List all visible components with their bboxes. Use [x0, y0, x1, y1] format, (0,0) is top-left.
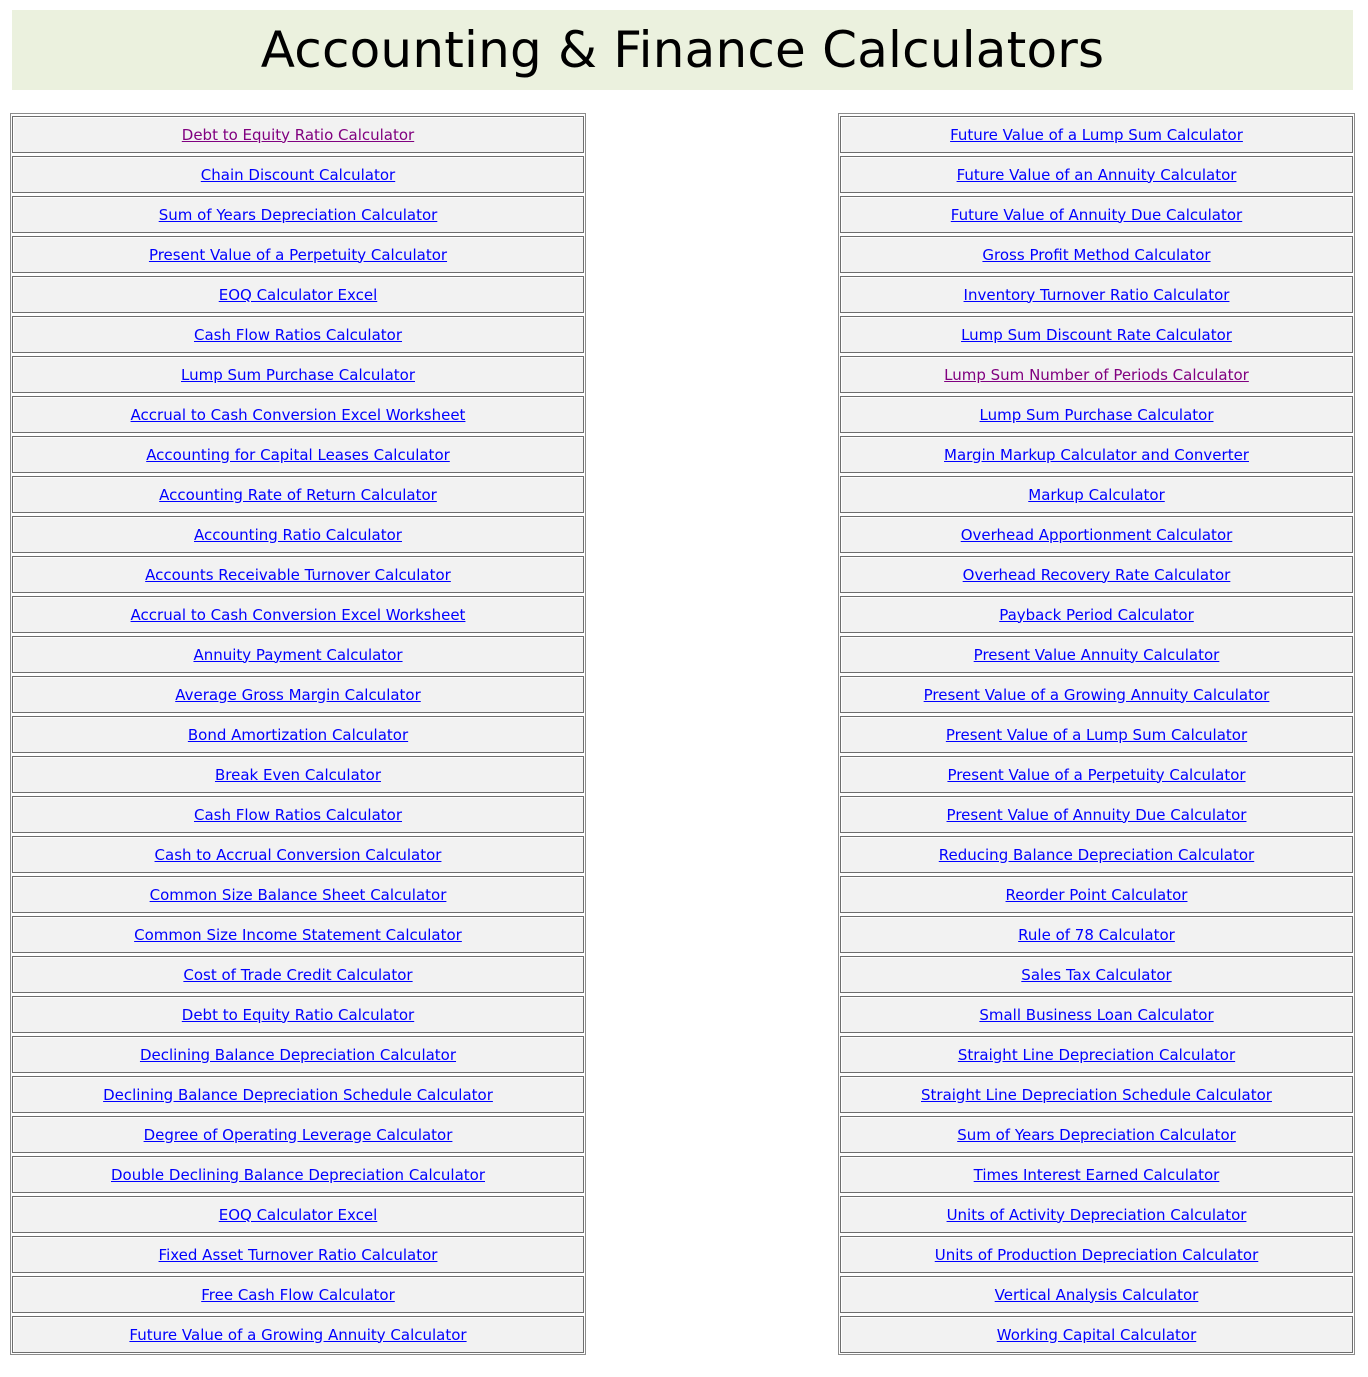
- list-item: [840, 596, 1353, 633]
- payback-period-calculator-link[interactable]: Payback Period Calculator: [999, 605, 1194, 624]
- list-item: [12, 476, 584, 513]
- list-item: [12, 396, 584, 433]
- list-item: [840, 676, 1353, 713]
- list-item: [12, 596, 584, 633]
- list-item: [840, 756, 1353, 793]
- future-value-of-a-lump-sum-calculator-link[interactable]: Future Value of a Lump Sum Calculator: [950, 125, 1243, 144]
- list-item: [840, 956, 1353, 993]
- list-item: [840, 996, 1353, 1033]
- break-even-calculator-link[interactable]: Break Even Calculator: [214, 765, 382, 784]
- list-item: [12, 1076, 584, 1113]
- sum-of-years-depreciation-calculator-link[interactable]: Sum of Years Depreciation Calculator: [158, 205, 438, 224]
- eoq-calculator-excel-link[interactable]: EOQ Calculator Excel: [218, 285, 378, 304]
- list-item: [12, 756, 584, 793]
- list-item: [12, 1196, 584, 1233]
- list-item: [840, 1316, 1353, 1353]
- list-item: [840, 1156, 1353, 1193]
- list-item: [12, 636, 584, 673]
- list-item: [12, 1236, 584, 1273]
- list-item: [12, 996, 584, 1033]
- lump-sum-purchase-calculator-link[interactable]: Lump Sum Purchase Calculator: [979, 405, 1214, 424]
- lump-sum-discount-rate-calculator-link[interactable]: Lump Sum Discount Rate Calculator: [961, 325, 1232, 344]
- markup-calculator-link[interactable]: Markup Calculator: [1028, 485, 1165, 504]
- sales-tax-calculator-link[interactable]: Sales Tax Calculator: [1021, 965, 1172, 984]
- list-item: [840, 356, 1353, 393]
- list-item: [840, 1116, 1353, 1153]
- list-item: [840, 316, 1353, 353]
- list-item: [840, 436, 1353, 473]
- annuity-payment-calculator-link[interactable]: Annuity Payment Calculator: [193, 645, 403, 664]
- right-calculator-list: [838, 113, 1355, 1355]
- accrual-to-cash-conversion-excel-worksheet-link[interactable]: Accrual to Cash Conversion Excel Worksheet: [130, 605, 466, 624]
- fixed-asset-turnover-ratio-calculator-link[interactable]: Fixed Asset Turnover Ratio Calculator: [158, 1245, 438, 1264]
- gross-profit-method-calculator-link[interactable]: Gross Profit Method Calculator: [982, 245, 1211, 264]
- list-item: [840, 836, 1353, 873]
- list-item: [12, 836, 584, 873]
- sum-of-years-depreciation-calculator-link[interactable]: Sum of Years Depreciation Calculator: [957, 1125, 1236, 1144]
- future-value-of-annuity-due-calculator-link[interactable]: Future Value of Annuity Due Calculator: [950, 205, 1243, 224]
- degree-of-operating-leverage-calculator-link[interactable]: Degree of Operating Leverage Calculator: [143, 1125, 453, 1144]
- list-item: [12, 516, 584, 553]
- lump-sum-purchase-calculator-link[interactable]: Lump Sum Purchase Calculator: [181, 365, 415, 384]
- overhead-apportionment-calculator-link[interactable]: Overhead Apportionment Calculator: [960, 525, 1233, 544]
- eoq-calculator-excel-link[interactable]: EOQ Calculator Excel: [218, 1205, 378, 1224]
- margin-markup-calculator-and-converter-link[interactable]: Margin Markup Calculator and Converter: [944, 445, 1249, 464]
- list-item: [12, 876, 584, 913]
- list-item: [12, 556, 584, 593]
- straight-line-depreciation-calculator-link[interactable]: Straight Line Depreciation Calculator: [957, 1045, 1236, 1064]
- present-value-of-a-perpetuity-calculator-link[interactable]: Present Value of a Perpetuity Calculator: [947, 765, 1246, 784]
- future-value-of-an-annuity-calculator-link[interactable]: Future Value of an Annuity Calculator: [956, 165, 1237, 184]
- free-cash-flow-calculator-link[interactable]: Free Cash Flow Calculator: [201, 1285, 395, 1304]
- list-item: [840, 476, 1353, 513]
- units-of-activity-depreciation-calculator-link[interactable]: Units of Activity Depreciation Calculator: [946, 1205, 1247, 1224]
- list-item: [12, 1036, 584, 1073]
- list-item: [12, 436, 584, 473]
- common-size-balance-sheet-calculator-link[interactable]: Common Size Balance Sheet Calculator: [149, 885, 447, 904]
- declining-balance-depreciation-schedule-calculator-link[interactable]: Declining Balance Depreciation Schedule Calculator: [103, 1085, 493, 1104]
- cost-of-trade-credit-calculator-link[interactable]: Cost of Trade Credit Calculator: [183, 965, 413, 984]
- list-item: [840, 636, 1353, 673]
- present-value-of-a-growing-annuity-calculator-link[interactable]: Present Value of a Growing Annuity Calculator: [923, 685, 1270, 704]
- list-item: [840, 396, 1353, 433]
- page-title: Accounting & Finance Calculators: [260, 21, 1105, 79]
- list-item: [840, 236, 1353, 273]
- title-bar: [12, 10, 1353, 90]
- list-item: [12, 236, 584, 273]
- list-item: [12, 796, 584, 833]
- list-item: [12, 916, 584, 953]
- list-item: [840, 1276, 1353, 1313]
- present-value-annuity-calculator-link[interactable]: Present Value Annuity Calculator: [973, 645, 1220, 664]
- present-value-of-a-lump-sum-calculator-link[interactable]: Present Value of a Lump Sum Calculator: [945, 725, 1248, 744]
- debt-to-equity-ratio-calculator-link[interactable]: Debt to Equity Ratio Calculator: [181, 125, 415, 144]
- rule-of-78-calculator-link[interactable]: Rule of 78 Calculator: [1018, 925, 1175, 944]
- straight-line-depreciation-schedule-calculator-link[interactable]: Straight Line Depreciation Schedule Calculator: [921, 1085, 1272, 1104]
- accounting-ratio-calculator-link[interactable]: Accounting Ratio Calculator: [194, 525, 402, 544]
- units-of-production-depreciation-calculator-link[interactable]: Units of Production Depreciation Calculator: [934, 1245, 1259, 1264]
- list-item: [12, 1276, 584, 1313]
- list-item: [12, 1156, 584, 1193]
- reorder-point-calculator-link[interactable]: Reorder Point Calculator: [1005, 885, 1188, 904]
- declining-balance-depreciation-calculator-link[interactable]: Declining Balance Depreciation Calculator: [139, 1045, 457, 1064]
- list-item: [12, 316, 584, 353]
- list-item: [12, 196, 584, 233]
- list-item: [840, 716, 1353, 753]
- double-declining-balance-depreciation-calculator-link[interactable]: Double Declining Balance Depreciation Calculator: [111, 1165, 485, 1184]
- debt-to-equity-ratio-calculator-link[interactable]: Debt to Equity Ratio Calculator: [181, 1005, 415, 1024]
- chain-discount-calculator-link[interactable]: Chain Discount Calculator: [200, 165, 396, 184]
- list-item: [12, 276, 584, 313]
- present-value-of-annuity-due-calculator-link[interactable]: Present Value of Annuity Due Calculator: [946, 805, 1247, 824]
- list-item: [12, 156, 584, 193]
- list-item: [840, 1236, 1353, 1273]
- left-calculator-list: [10, 113, 586, 1355]
- common-size-income-statement-calculator-link[interactable]: Common Size Income Statement Calculator: [134, 925, 462, 944]
- list-item: [840, 916, 1353, 953]
- accounting-rate-of-return-calculator-link[interactable]: Accounting Rate of Return Calculator: [159, 485, 437, 504]
- list-item: [840, 116, 1353, 153]
- list-item: [840, 516, 1353, 553]
- list-item: [840, 196, 1353, 233]
- list-item: [840, 1196, 1353, 1233]
- overhead-recovery-rate-calculator-link[interactable]: Overhead Recovery Rate Calculator: [962, 565, 1231, 584]
- list-item: [840, 876, 1353, 913]
- list-item: [840, 1036, 1353, 1073]
- average-gross-margin-calculator-link[interactable]: Average Gross Margin Calculator: [175, 685, 421, 704]
- cash-flow-ratios-calculator-link[interactable]: Cash Flow Ratios Calculator: [193, 805, 403, 824]
- list-item: [840, 276, 1353, 313]
- accrual-to-cash-conversion-excel-worksheet-link[interactable]: Accrual to Cash Conversion Excel Worksheet: [130, 405, 466, 424]
- list-item: [840, 556, 1353, 593]
- list-item: [12, 356, 584, 393]
- lump-sum-number-of-periods-calculator-link[interactable]: Lump Sum Number of Periods Calculator: [944, 365, 1249, 384]
- working-capital-calculator-link[interactable]: Working Capital Calculator: [996, 1325, 1197, 1344]
- list-item: [840, 796, 1353, 833]
- cash-to-accrual-conversion-calculator-link[interactable]: Cash to Accrual Conversion Calculator: [154, 845, 442, 864]
- accounts-receivable-turnover-calculator-link[interactable]: Accounts Receivable Turnover Calculator: [145, 565, 451, 584]
- list-item: [12, 1316, 584, 1353]
- list-item: [12, 116, 584, 153]
- cash-flow-ratios-calculator-link[interactable]: Cash Flow Ratios Calculator: [193, 325, 403, 344]
- list-item: [840, 156, 1353, 193]
- present-value-of-a-perpetuity-calculator-link[interactable]: Present Value of a Perpetuity Calculator: [148, 245, 448, 264]
- future-value-of-a-growing-annuity-calculator-link[interactable]: Future Value of a Growing Annuity Calculator: [129, 1325, 467, 1344]
- list-item: [12, 1116, 584, 1153]
- inventory-turnover-ratio-calculator-link[interactable]: Inventory Turnover Ratio Calculator: [963, 285, 1230, 304]
- list-item: [12, 676, 584, 713]
- small-business-loan-calculator-link[interactable]: Small Business Loan Calculator: [979, 1005, 1214, 1024]
- accounting-for-capital-leases-calculator-link[interactable]: Accounting for Capital Leases Calculator: [146, 445, 450, 464]
- reducing-balance-depreciation-calculator-link[interactable]: Reducing Balance Depreciation Calculator: [938, 845, 1255, 864]
- list-item: [840, 1076, 1353, 1113]
- list-item: [12, 716, 584, 753]
- times-interest-earned-calculator-link[interactable]: Times Interest Earned Calculator: [973, 1165, 1220, 1184]
- vertical-analysis-calculator-link[interactable]: Vertical Analysis Calculator: [994, 1285, 1199, 1304]
- list-item: [12, 956, 584, 993]
- bond-amortization-calculator-link[interactable]: Bond Amortization Calculator: [187, 725, 409, 744]
